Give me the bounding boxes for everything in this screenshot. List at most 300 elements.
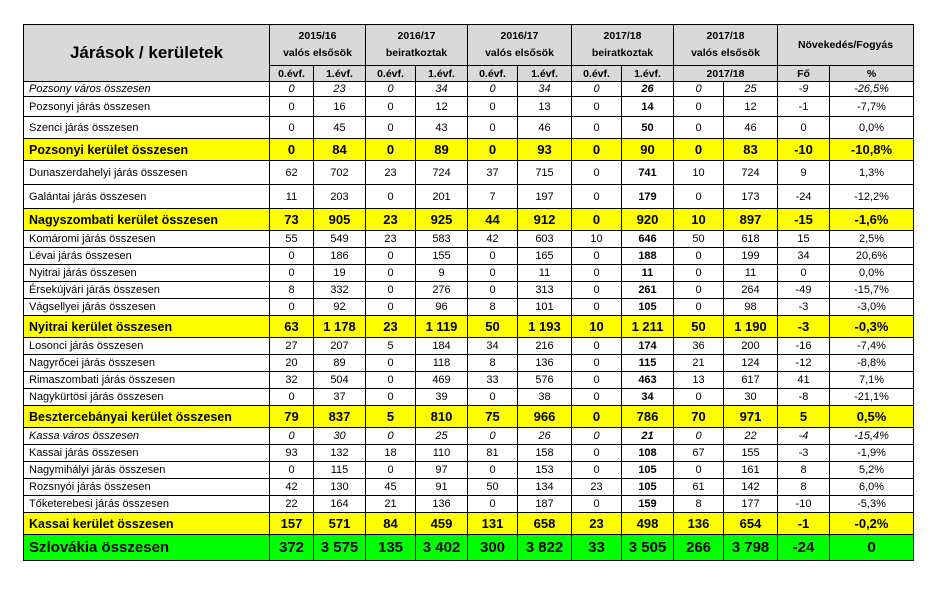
value-cell: 0: [572, 462, 622, 479]
value-cell: -1,6%: [830, 209, 914, 231]
district-name-cell: Rimaszombati járás összesen: [24, 372, 270, 389]
value-cell: 8: [468, 355, 518, 372]
value-cell: -3: [778, 299, 830, 316]
subheader-cell: Fő: [778, 66, 830, 82]
district-name-cell: Losonci járás összesen: [24, 338, 270, 355]
value-cell: 0: [572, 265, 622, 282]
value-cell: 97: [416, 462, 468, 479]
value-cell: 22: [270, 496, 314, 513]
value-cell: 0: [366, 139, 416, 161]
value-cell: 155: [724, 445, 778, 462]
value-cell: 184: [416, 338, 468, 355]
value-cell: -3,0%: [830, 299, 914, 316]
value-cell: 724: [416, 161, 468, 185]
value-cell: 0: [830, 535, 914, 561]
value-cell: 134: [518, 479, 572, 496]
value-cell: 10: [674, 209, 724, 231]
value-cell: 0,0%: [830, 265, 914, 282]
region-total-row: [24, 209, 914, 231]
value-cell: 96: [416, 299, 468, 316]
value-cell: 0: [366, 265, 416, 282]
value-cell: 571: [314, 513, 366, 535]
value-cell: 0: [468, 82, 518, 97]
value-cell: 603: [518, 231, 572, 248]
value-cell: 79: [270, 406, 314, 428]
value-cell: -15,7%: [830, 282, 914, 299]
value-cell: 50: [468, 479, 518, 496]
value-cell: 0: [572, 355, 622, 372]
value-cell: -0,3%: [830, 316, 914, 338]
value-cell: 0: [572, 299, 622, 316]
value-cell: 201: [416, 185, 468, 209]
value-cell: 34: [778, 248, 830, 265]
value-cell: 33: [468, 372, 518, 389]
value-cell: 0: [778, 117, 830, 139]
value-cell: 0: [366, 372, 416, 389]
value-cell: 55: [270, 231, 314, 248]
value-cell: 0: [674, 248, 724, 265]
district-name-cell: Kassai járás összesen: [24, 445, 270, 462]
value-cell: 0: [572, 282, 622, 299]
value-cell: 11: [622, 265, 674, 282]
country-total-row: [24, 535, 914, 561]
value-cell: 33: [572, 535, 622, 561]
value-cell: 1 211: [622, 316, 674, 338]
value-cell: 0: [572, 445, 622, 462]
value-cell: 73: [270, 209, 314, 231]
value-cell: -3: [778, 316, 830, 338]
region-total-row: [24, 139, 914, 161]
value-cell: 70: [674, 406, 724, 428]
district-name-cell: Kassai kerület összesen: [24, 513, 270, 535]
value-cell: -8: [778, 389, 830, 406]
value-cell: 13: [518, 97, 572, 117]
value-cell: 0: [366, 428, 416, 445]
value-cell: 920: [622, 209, 674, 231]
value-cell: 46: [724, 117, 778, 139]
district-name-cell: Nagymihályi járás összesen: [24, 462, 270, 479]
value-cell: 0: [674, 185, 724, 209]
value-cell: 11: [724, 265, 778, 282]
value-cell: 0: [468, 496, 518, 513]
value-cell: 105: [622, 462, 674, 479]
district-name-cell: Dunaszerdahelyi járás összesen: [24, 161, 270, 185]
value-cell: -26,5%: [830, 82, 914, 97]
value-cell: 142: [724, 479, 778, 496]
value-cell: 105: [622, 479, 674, 496]
value-cell: 0: [468, 389, 518, 406]
value-cell: 0: [674, 389, 724, 406]
value-cell: 0: [468, 265, 518, 282]
header-group-1: 2015/16 valós elsősök: [270, 25, 366, 66]
value-cell: 1,3%: [830, 161, 914, 185]
data-table-container: [23, 24, 914, 561]
value-cell: 15: [778, 231, 830, 248]
value-cell: 155: [416, 248, 468, 265]
table-row: [24, 479, 914, 496]
value-cell: -10: [778, 496, 830, 513]
value-cell: -9: [778, 82, 830, 97]
value-cell: 16: [314, 97, 366, 117]
value-cell: 132: [314, 445, 366, 462]
subheader-cell: %: [830, 66, 914, 82]
district-name-cell: Rozsnyói járás összesen: [24, 479, 270, 496]
value-cell: 0: [366, 97, 416, 117]
value-cell: 19: [314, 265, 366, 282]
value-cell: 0: [270, 389, 314, 406]
table-row: [24, 248, 914, 265]
value-cell: 583: [416, 231, 468, 248]
value-cell: 702: [314, 161, 366, 185]
value-cell: 0: [674, 117, 724, 139]
value-cell: 0: [572, 209, 622, 231]
district-name-cell: Pozsonyi járás összesen: [24, 97, 270, 117]
district-name-cell: Szenci járás összesen: [24, 117, 270, 139]
value-cell: 30: [724, 389, 778, 406]
header-group-5: 2017/18 valós elsősök: [674, 25, 778, 66]
value-cell: 25: [416, 428, 468, 445]
value-cell: 0: [270, 265, 314, 282]
value-cell: 3 798: [724, 535, 778, 561]
subheader-cell: 2017/18: [674, 66, 778, 82]
value-cell: 84: [314, 139, 366, 161]
value-cell: -16: [778, 338, 830, 355]
table-row: [24, 428, 914, 445]
value-cell: -4: [778, 428, 830, 445]
value-cell: -10: [778, 139, 830, 161]
value-cell: 216: [518, 338, 572, 355]
value-cell: 161: [724, 462, 778, 479]
value-cell: 136: [674, 513, 724, 535]
value-cell: 11: [518, 265, 572, 282]
header-group-change: Növekedés/Fogyás: [778, 25, 914, 66]
table-row: [24, 445, 914, 462]
value-cell: 136: [518, 355, 572, 372]
district-name-cell: Nyitrai járás összesen: [24, 265, 270, 282]
value-cell: 83: [724, 139, 778, 161]
value-cell: 39: [416, 389, 468, 406]
value-cell: 0: [366, 299, 416, 316]
value-cell: -12,2%: [830, 185, 914, 209]
value-cell: 897: [724, 209, 778, 231]
value-cell: 498: [622, 513, 674, 535]
value-cell: 174: [622, 338, 674, 355]
value-cell: 23: [572, 513, 622, 535]
value-cell: 131: [468, 513, 518, 535]
value-cell: -1: [778, 513, 830, 535]
value-cell: 0: [366, 389, 416, 406]
value-cell: 89: [416, 139, 468, 161]
value-cell: -7,7%: [830, 97, 914, 117]
value-cell: 618: [724, 231, 778, 248]
value-cell: 0,0%: [830, 117, 914, 139]
value-cell: 50: [674, 316, 724, 338]
table-row: [24, 82, 914, 97]
value-cell: 118: [416, 355, 468, 372]
value-cell: 1 193: [518, 316, 572, 338]
value-cell: 0: [270, 117, 314, 139]
value-cell: -0,2%: [830, 513, 914, 535]
value-cell: 25: [724, 82, 778, 97]
value-cell: 5: [366, 406, 416, 428]
value-cell: 266: [674, 535, 724, 561]
value-cell: 187: [518, 496, 572, 513]
subheader-cell: 1.évf.: [314, 66, 366, 82]
value-cell: 837: [314, 406, 366, 428]
value-cell: 26: [518, 428, 572, 445]
value-cell: 0: [674, 462, 724, 479]
value-cell: 23: [366, 316, 416, 338]
value-cell: 549: [314, 231, 366, 248]
district-name-cell: Nagyrőcei járás összesen: [24, 355, 270, 372]
district-name-cell: Nagyszombati kerület összesen: [24, 209, 270, 231]
value-cell: 101: [518, 299, 572, 316]
value-cell: 200: [724, 338, 778, 355]
value-cell: 3 822: [518, 535, 572, 561]
table-row: [24, 389, 914, 406]
value-cell: 724: [724, 161, 778, 185]
value-cell: 261: [622, 282, 674, 299]
value-cell: -1: [778, 97, 830, 117]
value-cell: 23: [572, 479, 622, 496]
header-group-4: 2017/18 beiratkoztak: [572, 25, 674, 66]
value-cell: 186: [314, 248, 366, 265]
value-cell: 197: [518, 185, 572, 209]
district-name-cell: Lévai járás összesen: [24, 248, 270, 265]
district-name-cell: Vágsellyei járás összesen: [24, 299, 270, 316]
value-cell: 5: [366, 338, 416, 355]
value-cell: -49: [778, 282, 830, 299]
value-cell: 0: [674, 428, 724, 445]
region-total-row: [24, 513, 914, 535]
value-cell: 164: [314, 496, 366, 513]
value-cell: 0: [572, 248, 622, 265]
value-cell: 741: [622, 161, 674, 185]
value-cell: 646: [622, 231, 674, 248]
value-cell: 34: [518, 82, 572, 97]
value-cell: 42: [270, 479, 314, 496]
value-cell: 45: [366, 479, 416, 496]
value-cell: 90: [622, 139, 674, 161]
value-cell: 715: [518, 161, 572, 185]
value-cell: 179: [622, 185, 674, 209]
region-total-row: [24, 316, 914, 338]
district-name-cell: Szlovákia összesen: [24, 535, 270, 561]
value-cell: 3 402: [416, 535, 468, 561]
value-cell: 0: [270, 97, 314, 117]
value-cell: 135: [366, 535, 416, 561]
value-cell: 504: [314, 372, 366, 389]
value-cell: 21: [366, 496, 416, 513]
value-cell: 34: [468, 338, 518, 355]
value-cell: -15: [778, 209, 830, 231]
table-row: [24, 265, 914, 282]
value-cell: 23: [366, 231, 416, 248]
table-row: [24, 355, 914, 372]
value-cell: 7: [468, 185, 518, 209]
value-cell: 115: [622, 355, 674, 372]
value-cell: -24: [778, 535, 830, 561]
district-name-cell: Nyitrai kerület összesen: [24, 316, 270, 338]
value-cell: 27: [270, 338, 314, 355]
value-cell: 188: [622, 248, 674, 265]
value-cell: 0: [270, 248, 314, 265]
value-cell: 3 505: [622, 535, 674, 561]
value-cell: 0: [270, 82, 314, 97]
value-cell: 30: [314, 428, 366, 445]
value-cell: 159: [622, 496, 674, 513]
value-cell: 46: [518, 117, 572, 139]
table-row: [24, 185, 914, 209]
district-name-cell: Komáromi járás összesen: [24, 231, 270, 248]
table-row: [24, 97, 914, 117]
subheader-cell: 0.évf.: [572, 66, 622, 82]
value-cell: 8: [778, 479, 830, 496]
value-cell: 0: [468, 282, 518, 299]
value-cell: 177: [724, 496, 778, 513]
subheader-cell: 1.évf.: [416, 66, 468, 82]
value-cell: 0: [366, 82, 416, 97]
value-cell: 0: [572, 338, 622, 355]
value-cell: 62: [270, 161, 314, 185]
value-cell: 207: [314, 338, 366, 355]
header-group-3: 2016/17 valós elsősök: [468, 25, 572, 66]
value-cell: 157: [270, 513, 314, 535]
value-cell: 3 575: [314, 535, 366, 561]
value-cell: 6,0%: [830, 479, 914, 496]
value-cell: 153: [518, 462, 572, 479]
value-cell: 0: [572, 428, 622, 445]
value-cell: 10: [572, 316, 622, 338]
value-cell: 0: [270, 299, 314, 316]
value-cell: 658: [518, 513, 572, 535]
value-cell: 654: [724, 513, 778, 535]
value-cell: 136: [416, 496, 468, 513]
table-body: [24, 82, 914, 561]
table-row: [24, 338, 914, 355]
value-cell: 37: [468, 161, 518, 185]
value-cell: -7,4%: [830, 338, 914, 355]
value-cell: 0: [270, 139, 314, 161]
value-cell: 925: [416, 209, 468, 231]
value-cell: -5,3%: [830, 496, 914, 513]
value-cell: 0: [572, 161, 622, 185]
value-cell: 912: [518, 209, 572, 231]
value-cell: 37: [314, 389, 366, 406]
value-cell: 18: [366, 445, 416, 462]
value-cell: 9: [416, 265, 468, 282]
value-cell: 91: [416, 479, 468, 496]
value-cell: 21: [622, 428, 674, 445]
value-cell: -21,1%: [830, 389, 914, 406]
value-cell: 786: [622, 406, 674, 428]
value-cell: 50: [468, 316, 518, 338]
value-cell: 203: [314, 185, 366, 209]
header-group-2: 2016/17 beiratkoztak: [366, 25, 468, 66]
enrollment-table: [23, 24, 914, 561]
value-cell: 0: [572, 117, 622, 139]
value-cell: 0: [366, 462, 416, 479]
value-cell: 0: [366, 248, 416, 265]
value-cell: 21: [674, 355, 724, 372]
value-cell: 41: [778, 372, 830, 389]
value-cell: 0: [468, 117, 518, 139]
value-cell: 22: [724, 428, 778, 445]
value-cell: 0: [366, 355, 416, 372]
table-row: [24, 161, 914, 185]
value-cell: 75: [468, 406, 518, 428]
value-cell: 92: [314, 299, 366, 316]
table-row: [24, 299, 914, 316]
value-cell: 0: [674, 265, 724, 282]
value-cell: 459: [416, 513, 468, 535]
value-cell: 34: [416, 82, 468, 97]
table-row: [24, 231, 914, 248]
value-cell: 50: [674, 231, 724, 248]
value-cell: -8,8%: [830, 355, 914, 372]
value-cell: 0: [674, 82, 724, 97]
value-cell: 332: [314, 282, 366, 299]
value-cell: 124: [724, 355, 778, 372]
value-cell: 32: [270, 372, 314, 389]
value-cell: 905: [314, 209, 366, 231]
value-cell: 0: [572, 82, 622, 97]
value-cell: 63: [270, 316, 314, 338]
value-cell: 0: [366, 282, 416, 299]
value-cell: 2,5%: [830, 231, 914, 248]
district-name-cell: Galántai járás összesen: [24, 185, 270, 209]
district-name-cell: Pozsonyi kerület összesen: [24, 139, 270, 161]
value-cell: 8: [468, 299, 518, 316]
value-cell: 23: [366, 161, 416, 185]
value-cell: -3: [778, 445, 830, 462]
table-title: Járások / kerületek: [24, 25, 270, 82]
value-cell: 108: [622, 445, 674, 462]
value-cell: 67: [674, 445, 724, 462]
value-cell: 38: [518, 389, 572, 406]
value-cell: 12: [416, 97, 468, 117]
district-name-cell: Nagykürtösi járás összesen: [24, 389, 270, 406]
value-cell: 0,5%: [830, 406, 914, 428]
value-cell: 9: [778, 161, 830, 185]
value-cell: 0: [674, 97, 724, 117]
value-cell: 115: [314, 462, 366, 479]
table-row: [24, 117, 914, 139]
district-name-cell: Besztercebányai kerület összesen: [24, 406, 270, 428]
subheader-cell: 1.évf.: [622, 66, 674, 82]
table-row: [24, 372, 914, 389]
value-cell: 36: [674, 338, 724, 355]
value-cell: 50: [622, 117, 674, 139]
value-cell: 43: [416, 117, 468, 139]
value-cell: 0: [270, 428, 314, 445]
value-cell: -1,9%: [830, 445, 914, 462]
value-cell: 0: [674, 282, 724, 299]
value-cell: 1 190: [724, 316, 778, 338]
value-cell: 199: [724, 248, 778, 265]
value-cell: 1 119: [416, 316, 468, 338]
value-cell: 0: [468, 248, 518, 265]
value-cell: 93: [518, 139, 572, 161]
value-cell: 0: [572, 496, 622, 513]
district-name-cell: Érsekújvári járás összesen: [24, 282, 270, 299]
value-cell: 810: [416, 406, 468, 428]
value-cell: 617: [724, 372, 778, 389]
value-cell: 89: [314, 355, 366, 372]
value-cell: 0: [468, 428, 518, 445]
value-cell: 11: [270, 185, 314, 209]
value-cell: -10,8%: [830, 139, 914, 161]
